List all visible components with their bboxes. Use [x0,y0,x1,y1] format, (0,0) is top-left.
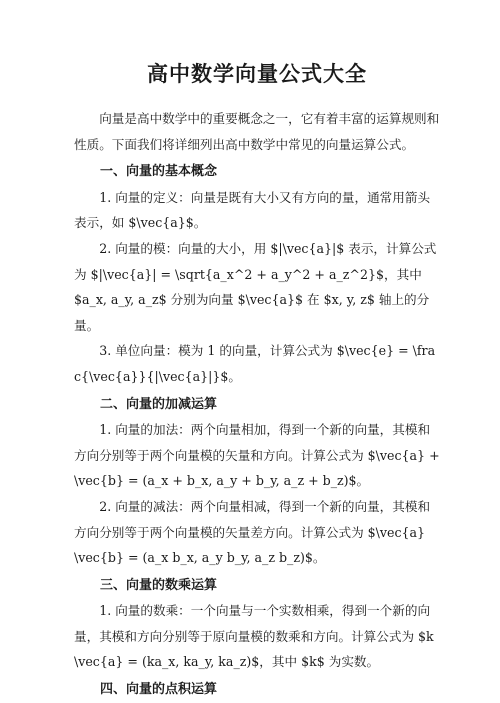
paragraph-vector-subtraction: 2. 向量的减法：两个向量相减，得到一个新的向量，其模和方向分别等于两个向量模的矢量差方向。计算公式为 $\vec{a} \vec{b} = (a_x b_x, a_y b_y, a_z b_z)$。 [74,498,431,566]
section-heading-dot-product: 四、向量的点积运算 [100,682,218,698]
section-heading-scalar-mult: 三、向量的数乘运算 [100,577,218,593]
paragraph-vector-addition: 1. 向量的加法：两个向量相加，得到一个新的向量，其模和方向分别等于两个向量模的矢量和方向。计算公式为 $\vec{a} + \vec{b} = (a_x + b_x, a_y + b_y, a_z + b_z)$。 [74,422,440,489]
paragraph-vector-magnitude: 2. 向量的模：向量的大小，用 $|\vec{a}|$ 表示，计算公式为 $|\vec{a}| = \sqrt{a_x^2 + a_y^2 + a_z^2}$，其中 $a_x, a_y, a_z$ 分别为向量 $\vec{a}$ 在 $x, y, z$ 轴上的分量。 [74,240,437,333]
intro-paragraph: 向量是高中数学中的重要概念之一，它有着丰富的运算规则和性质。下面我们将详细列出高中数学中常见的向量运算公式。 [74,111,440,152]
section-heading-add-sub: 二、向量的加减运算 [100,396,218,412]
paragraph-unit-vector: 3. 单位向量：模为 1 的向量，计算公式为 $\vec{e} = \frac{\vec{a}}{|\vec{a}|}$。 [74,343,436,384]
section-heading-basic: 一、向量的基本概念 [100,164,218,180]
paragraph-vector-definition: 1. 向量的定义：向量是既有大小又有方向的量，通常用箭头表示，如 $\vec{a}$。 [74,189,431,231]
paragraph-scalar-multiplication: 1. 向量的数乘：一个向量与一个实数相乘，得到一个新的向量，其模和方向分别等于原向量模的数乘和方向。计算公式为 $k\vec{a} = (ka_x, ka_y, ka_z)$，其中 $k$ 为实数。 [74,603,434,670]
document-title: 高中数学向量公式大全 [147,61,367,86]
